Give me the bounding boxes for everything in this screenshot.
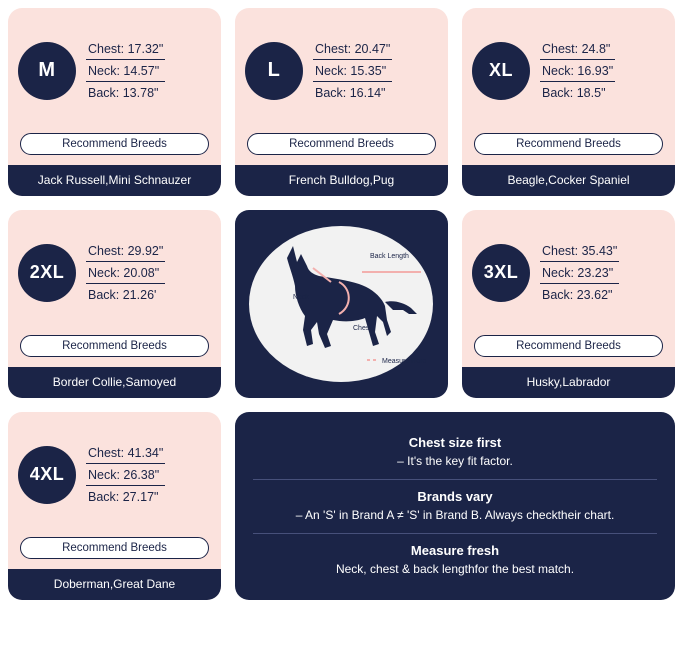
label-measure-here: Measure Here <box>382 358 427 365</box>
measurement-list <box>86 38 165 103</box>
measurement-list <box>86 240 165 305</box>
recommend-breeds-button[interactable]: Recommend Breeds <box>20 335 209 357</box>
size-card-top <box>462 8 675 133</box>
label-back-length: Back Length <box>370 253 409 260</box>
tip-text: – An 'S' in Brand A ≠ 'S' in Brand B. Always checktheir chart. <box>295 507 615 522</box>
measure-back: Back: 21.26' <box>88 288 157 302</box>
size-badge: 3XL <box>472 244 530 302</box>
recommend-breeds-button[interactable]: Recommend Breeds <box>20 133 209 155</box>
measure-chest: Chest: 29.92" <box>86 242 165 262</box>
tip-brands-vary <box>253 479 657 533</box>
measure-back: Back: 23.62" <box>542 288 613 302</box>
measure-back: Back: 27.17" <box>88 490 159 504</box>
breeds-label: Husky,Labrador <box>462 367 675 398</box>
recommend-wrap <box>235 133 448 165</box>
size-card-4xl <box>8 412 221 600</box>
measure-chest: Chest: 35.43" <box>540 242 619 262</box>
recommend-wrap <box>462 133 675 165</box>
dog-measurement-illustration <box>235 210 448 398</box>
size-card-l <box>235 8 448 196</box>
size-card-top <box>8 8 221 133</box>
measure-neck: Neck: 23.23" <box>540 264 619 284</box>
size-badge: 2XL <box>18 244 76 302</box>
size-badge: M <box>18 42 76 100</box>
recommend-wrap <box>8 133 221 165</box>
size-badge: 4XL <box>18 446 76 504</box>
measure-chest: Chest: 24.8" <box>540 40 615 60</box>
measure-neck: Neck: 16.93" <box>540 62 615 82</box>
size-card-top <box>462 210 675 335</box>
measurement-list <box>540 240 619 305</box>
size-card-top <box>8 210 221 335</box>
measure-neck: Neck: 14.57" <box>86 62 165 82</box>
recommend-breeds-button[interactable]: Recommend Breeds <box>474 335 663 357</box>
size-card-m <box>8 8 221 196</box>
measure-chest: Chest: 17.32" <box>86 40 165 60</box>
size-chart-grid <box>8 8 671 600</box>
tip-title: Brands vary <box>417 488 493 504</box>
dog-diagram-svg <box>235 210 448 398</box>
recommend-wrap <box>462 335 675 367</box>
recommend-breeds-button[interactable]: Recommend Breeds <box>247 133 436 155</box>
tip-measure-fresh <box>253 533 657 587</box>
breeds-label: Beagle,Cocker Spaniel <box>462 165 675 196</box>
measure-back: Back: 16.14" <box>315 86 386 100</box>
measure-back: Back: 18.5" <box>542 86 606 100</box>
size-card-3xl <box>462 210 675 398</box>
breeds-label: French Bulldog,Pug <box>235 165 448 196</box>
tip-title: Chest size first <box>408 434 502 450</box>
size-badge: XL <box>472 42 530 100</box>
measurement-list <box>313 38 392 103</box>
tips-panel <box>235 412 675 600</box>
measurement-list <box>86 442 165 507</box>
measure-neck: Neck: 26.38" <box>86 466 165 486</box>
size-badge: L <box>245 42 303 100</box>
breeds-label: Jack Russell,Mini Schnauzer <box>8 165 221 196</box>
breeds-label: Border Collie,Samoyed <box>8 367 221 398</box>
tip-text: – It's the key fit factor. <box>397 453 513 468</box>
size-card-top <box>8 412 221 537</box>
label-chest: Chest <box>353 325 372 332</box>
measure-chest: Chest: 20.47" <box>313 40 392 60</box>
size-card-top <box>235 8 448 133</box>
label-neck: Neck <box>293 294 309 301</box>
measure-neck: Neck: 20.08" <box>86 264 165 284</box>
recommend-breeds-button[interactable]: Recommend Breeds <box>20 537 209 559</box>
size-card-xl <box>462 8 675 196</box>
breeds-label: Doberman,Great Dane <box>8 569 221 600</box>
measure-neck: Neck: 15.35" <box>313 62 392 82</box>
tip-text: Neck, chest & back lengthfor the best match. <box>335 561 575 576</box>
tip-chest-size-first <box>253 426 657 479</box>
recommend-breeds-button[interactable]: Recommend Breeds <box>474 133 663 155</box>
size-card-2xl <box>8 210 221 398</box>
recommend-wrap <box>8 537 221 569</box>
measure-chest: Chest: 41.34" <box>86 444 165 464</box>
measure-back: Back: 13.78" <box>88 86 159 100</box>
tip-title: Measure fresh <box>410 542 500 558</box>
recommend-wrap <box>8 335 221 367</box>
measurement-list <box>540 38 615 103</box>
